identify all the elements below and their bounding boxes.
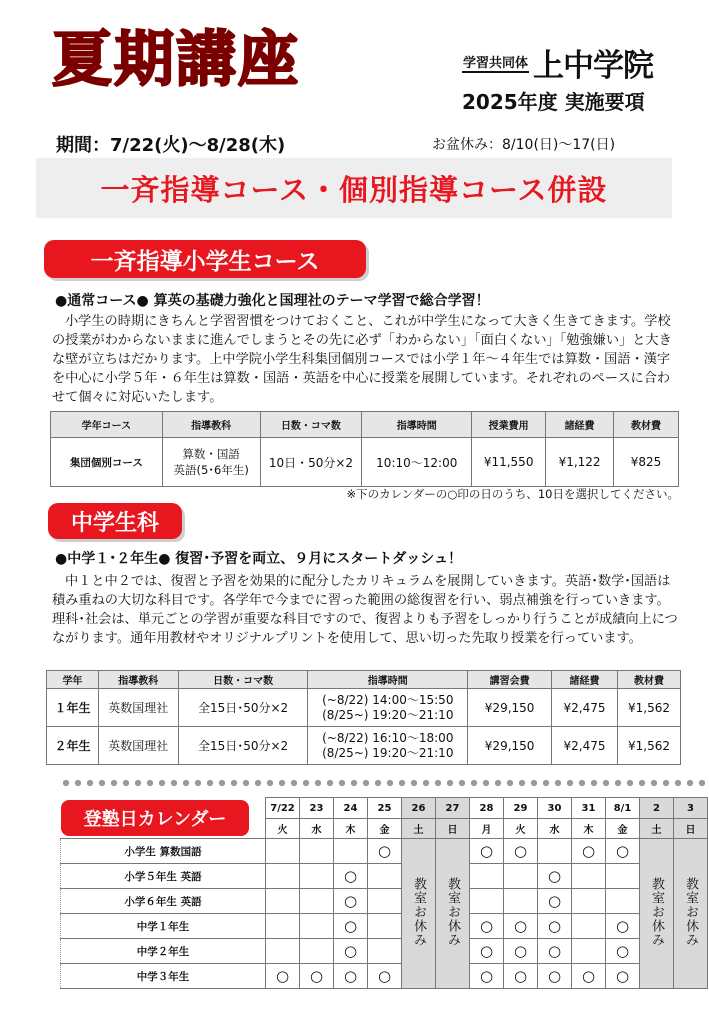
table-row	[47, 689, 681, 727]
days-cell: 全15日･50分×2	[178, 727, 308, 765]
calendar-date: 28	[470, 798, 504, 819]
calendar-holiday-cell	[674, 839, 708, 989]
material-cell: ¥825	[614, 438, 679, 487]
calendar-mark: ○	[538, 914, 572, 939]
table-row	[47, 727, 681, 765]
calendar-weekday: 火	[266, 819, 300, 839]
calendar-empty-cell	[266, 939, 300, 964]
calendar-mark: ○	[504, 939, 538, 964]
col-header: 日数・コマ数	[178, 671, 308, 689]
brand-name: 上中学院	[533, 48, 654, 84]
calendar-mark: ○	[334, 914, 368, 939]
dotted-divider	[60, 779, 708, 787]
table-header-row	[47, 671, 681, 689]
calendar-weekday: 水	[538, 819, 572, 839]
course-banner-text: 一斉指導コース・個別指導コース併設	[100, 172, 608, 207]
fiscal-year-heading: 2025年度 実施要項	[462, 90, 645, 114]
calendar-date: 23	[300, 798, 334, 819]
calendar-note: ※下のカレンダーの○印の日のうち、10日を選択してください。	[346, 487, 679, 501]
calendar-date: 2	[640, 798, 674, 819]
calendar-mark: ○	[504, 839, 538, 864]
fee-cell: ¥29,150	[468, 727, 552, 765]
calendar-weekday: 水	[300, 819, 334, 839]
calendar-empty-cell	[266, 839, 300, 864]
misc-cell: ¥2,475	[552, 727, 618, 765]
calendar-row-label: 中学１年生	[61, 914, 266, 939]
calendar-empty-cell	[572, 939, 606, 964]
junior-description: 中１と中２では、復習と予習を効果的に配分したカリキュラムを展開していきます。英語･数学･国語は積み重ねの大切な科目です。各学年で今までに習った範囲の総復習を行い、弱点補強を行っていきます。理科･社会は、単元ごとの学習が重要な科目ですので、復習よりも予習をしっかり行うことが成績向上につながります。通年用教材やオリジナルプリントを使用して、思い切った先取り授業を行っています。	[52, 574, 678, 646]
calendar-mark: ○	[538, 864, 572, 889]
calendar-date: 24	[334, 798, 368, 819]
calendar-date: 29	[504, 798, 538, 819]
col-header: 指導時間	[308, 671, 468, 689]
calendar-row	[61, 964, 708, 989]
holiday-label: 教室お休み	[683, 877, 698, 947]
col-header: 指導時間	[362, 412, 472, 438]
obon-holiday: お盆休み：8/10(日)〜17(日)	[432, 137, 616, 153]
calendar-date: 7/22	[266, 798, 300, 819]
col-header: 教材費	[614, 412, 679, 438]
calendar-mark: ○	[504, 964, 538, 989]
time-line: (~8/22) 16:10〜18:00	[322, 730, 454, 745]
time-cell	[308, 689, 468, 727]
grade-cell: ２年生	[47, 727, 99, 765]
col-header: 学年コース	[51, 412, 163, 438]
col-header: 授業費用	[472, 412, 546, 438]
time-cell	[308, 727, 468, 765]
calendar-mark: ○	[300, 964, 334, 989]
col-header: 指導教科	[162, 412, 260, 438]
calendar-mark: ○	[470, 914, 504, 939]
calendar-date: 8/1	[606, 798, 640, 819]
calendar-weekday: 金	[606, 819, 640, 839]
calendar-date: 3	[674, 798, 708, 819]
calendar-empty-cell	[572, 864, 606, 889]
calendar-empty-cell	[368, 914, 402, 939]
calendar-date: 31	[572, 798, 606, 819]
table-header-row	[51, 412, 679, 438]
calendar-empty-cell	[368, 889, 402, 914]
course-banner	[36, 158, 672, 218]
calendar-mark: ○	[606, 964, 640, 989]
school-brand	[462, 40, 653, 85]
calendar-mark: ○	[572, 964, 606, 989]
calendar-empty-cell	[504, 864, 538, 889]
calendar-empty-cell	[606, 889, 640, 914]
calendar-holiday-cell	[402, 839, 436, 989]
calendar-row	[61, 889, 708, 914]
holiday-label: 教室お休み	[411, 877, 426, 947]
calendar-mark: ○	[606, 939, 640, 964]
calendar-weekday: 火	[504, 819, 538, 839]
time-line: (8/25~) 19:20〜21:10	[322, 745, 454, 760]
material-cell: ¥1,562	[618, 689, 681, 727]
time-line: (8/25~) 19:20〜21:10	[322, 707, 454, 722]
junior-subhead: ●中学１･２年生● 復習･予習を両立、９月にスタートダッシュ！	[55, 551, 463, 567]
table-row	[51, 438, 679, 487]
col-header: 日数・コマ数	[260, 412, 362, 438]
brand-tagline: 学習共同体	[462, 52, 529, 73]
subject-cell: 英数国理社	[98, 689, 178, 727]
calendar-weekday: 土	[402, 819, 436, 839]
calendar-empty-cell	[300, 939, 334, 964]
course-cell: 集団個別コース	[51, 438, 163, 487]
calendar-row-label: 小学６年生 英語	[61, 889, 266, 914]
calendar-mark: ○	[266, 964, 300, 989]
time-cell: 10:10〜12:00	[362, 438, 472, 487]
calendar-row	[61, 939, 708, 964]
junior-fee-table	[46, 670, 681, 765]
col-header: 講習会費	[468, 671, 552, 689]
calendar-row-label: 中学３年生	[61, 964, 266, 989]
calendar-empty-cell	[300, 864, 334, 889]
calendar-mark: ○	[538, 939, 572, 964]
calendar-mark: ○	[334, 939, 368, 964]
misc-cell: ¥2,475	[552, 689, 618, 727]
calendar-date: 26	[402, 798, 436, 819]
time-line: (~8/22) 14:00〜15:50	[322, 692, 454, 707]
subject-cell	[162, 438, 260, 487]
calendar-mark: ○	[470, 939, 504, 964]
fee-cell: ¥11,550	[472, 438, 546, 487]
calendar-weekday: 木	[334, 819, 368, 839]
subject-cell: 英数国理社	[98, 727, 178, 765]
calendar-row	[61, 864, 708, 889]
calendar-mark: ○	[504, 914, 538, 939]
grade-cell: １年生	[47, 689, 99, 727]
calendar-empty-cell	[538, 839, 572, 864]
fee-cell: ¥29,150	[468, 689, 552, 727]
elementary-description: 小学生の時期にきちんと学習習慣をつけておくこと、これが中学生になって大きく生きてきます。学校の授業がわからないままに進んでしまうとその先に必ず「わからない」「面白くない」「勉強嫌い」と大きな壁が立ちはだかります。上中学院小学生科集団個別コースでは小学１年〜４年生では算数・国語・漢字を中心に小学５年・６年生は算数・国語・英語を中心に授業を展開しています。それぞれのペースに合わせて個々に対応いたします。	[52, 314, 672, 405]
calendar-empty-cell	[572, 889, 606, 914]
col-header: 指導教科	[98, 671, 178, 689]
calendar-empty-cell	[606, 864, 640, 889]
calendar-weekday: 月	[470, 819, 504, 839]
calendar-empty-cell	[300, 839, 334, 864]
calendar-mark: ○	[334, 964, 368, 989]
calendar-mark: ○	[572, 839, 606, 864]
calendar-empty-cell	[470, 889, 504, 914]
calendar-row-label: 小学５年生 英語	[61, 864, 266, 889]
calendar-holiday-cell	[640, 839, 674, 989]
calendar-weekday: 金	[368, 819, 402, 839]
calendar-date: 30	[538, 798, 572, 819]
course-period: 期間：7/22(火)〜8/28(木)	[56, 135, 286, 156]
calendar-empty-cell	[300, 914, 334, 939]
holiday-label: 教室お休み	[445, 877, 460, 947]
calendar-empty-cell	[470, 864, 504, 889]
col-header: 諸経費	[546, 412, 614, 438]
col-header: 諸経費	[552, 671, 618, 689]
calendar-empty-cell	[266, 864, 300, 889]
elementary-fee-table	[50, 411, 679, 487]
calendar-empty-cell	[504, 889, 538, 914]
calendar-empty-cell	[266, 889, 300, 914]
calendar-empty-cell	[334, 839, 368, 864]
days-cell: 全15日･50分×2	[178, 689, 308, 727]
subject-line: 算数・国語	[182, 447, 240, 461]
calendar-title: 登塾日カレンダー	[61, 800, 249, 836]
calendar-empty-cell	[368, 864, 402, 889]
calendar-weekday: 日	[674, 819, 708, 839]
calendar-mark: ○	[538, 889, 572, 914]
calendar-weekday: 土	[640, 819, 674, 839]
calendar-mark: ○	[368, 964, 402, 989]
calendar-mark: ○	[606, 839, 640, 864]
elementary-section-label: 一斉指導小学生コース	[44, 240, 366, 278]
elementary-subhead: ●通常コース● 算英の基礎力強化と国理社のテーマ学習で総合学習！	[55, 293, 490, 309]
main-title: 夏期講座	[52, 25, 300, 95]
misc-cell: ¥1,122	[546, 438, 614, 487]
calendar-row	[61, 914, 708, 939]
calendar-empty-cell	[300, 889, 334, 914]
calendar-weekday: 木	[572, 819, 606, 839]
calendar-mark: ○	[538, 964, 572, 989]
calendar-date: 25	[368, 798, 402, 819]
calendar-mark: ○	[368, 839, 402, 864]
calendar-mark: ○	[334, 889, 368, 914]
col-header: 学年	[47, 671, 99, 689]
calendar-empty-cell	[572, 914, 606, 939]
holiday-label: 教室お休み	[649, 877, 664, 947]
calendar-empty-cell	[368, 939, 402, 964]
col-header: 教材費	[618, 671, 681, 689]
calendar-mark: ○	[334, 864, 368, 889]
calendar-row	[61, 839, 708, 864]
calendar-mark: ○	[470, 964, 504, 989]
calendar-empty-cell	[266, 914, 300, 939]
calendar-mark: ○	[470, 839, 504, 864]
calendar-date: 27	[436, 798, 470, 819]
calendar-row-label: 小学生 算数国語	[61, 839, 266, 864]
material-cell: ¥1,562	[618, 727, 681, 765]
calendar-weekday: 日	[436, 819, 470, 839]
calendar-row-label: 中学２年生	[61, 939, 266, 964]
days-cell: 10日・50分×2	[260, 438, 362, 487]
calendar-mark: ○	[606, 914, 640, 939]
calendar-holiday-cell	[436, 839, 470, 989]
junior-section-label: 中学生科	[48, 503, 182, 539]
subject-line: 英語(5･6年生)	[173, 463, 249, 477]
